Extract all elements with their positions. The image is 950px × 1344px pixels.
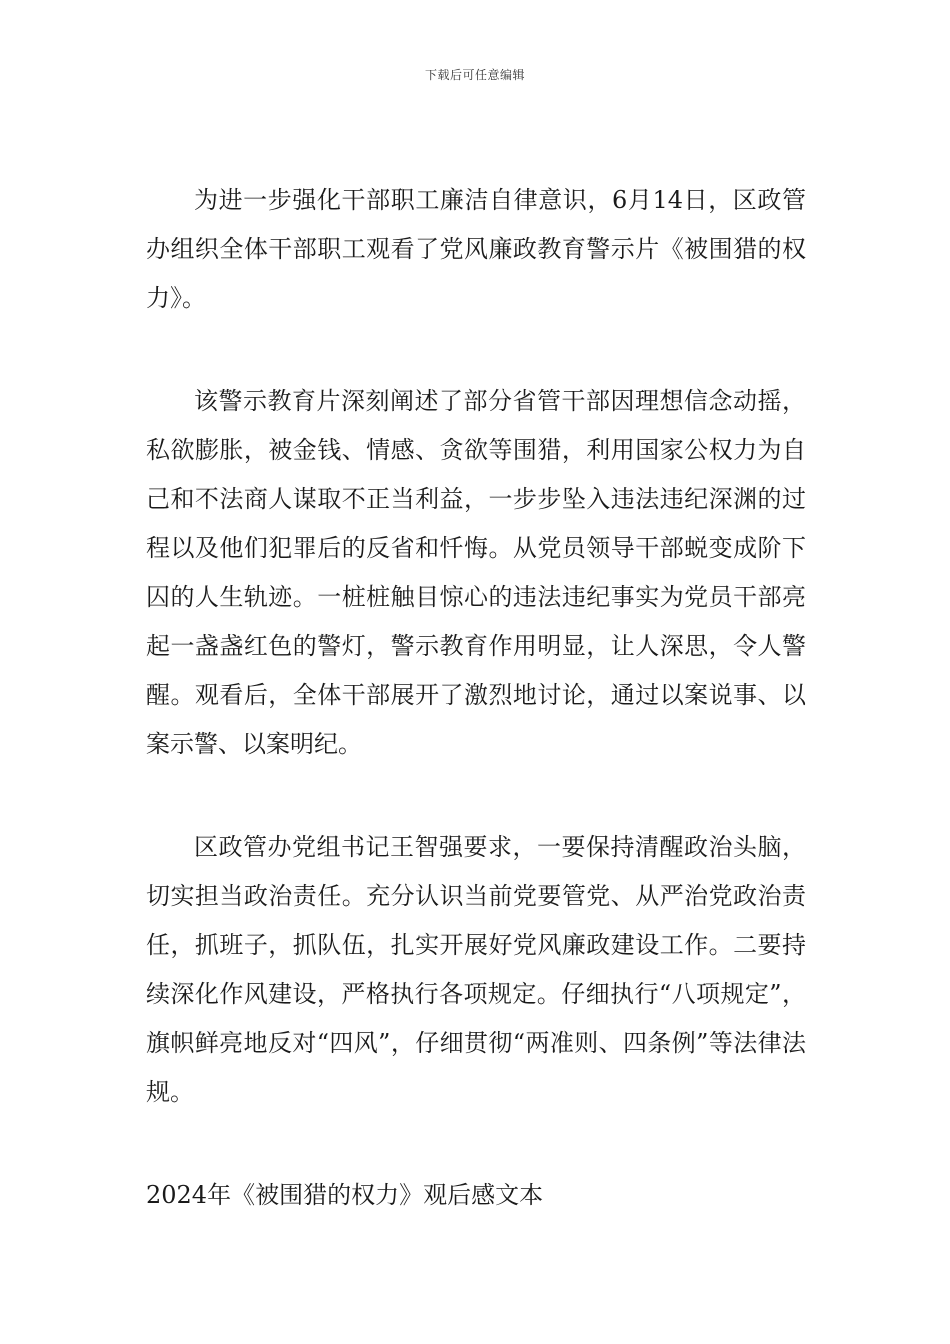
next-section-title: 2024年《被围猎的权力》观后感文本 — [146, 1181, 544, 1209]
paragraph-1: 为进一步强化干部职工廉洁自律意识，6月14日，区政管办组织全体干部职工观看了党风廉政教育警示片《被围猎的权力》。 — [146, 186, 806, 312]
paragraph-2: 该警示教育片深刻阐述了部分省管干部因理想信念动摇，私欲膨胀，被金钱、情感、贪欲等围猎，利用国家公权力为自己和不法商人谋取不正当利益，一步步坠入违法违纪深渊的过程以及他们犯罪后的反省和忏悔。从党员领导干部蜕变成阶下囚的人生轨迹。一桩桩触目惊心的违法违纪事实为党员干部亮起一盏盏红色的警灯，警示教育作用明显，让人深思，令人警醒。观看后，全体干部展开了激烈地讨论，通过以案说事、以案示警、以案明纪。 — [146, 387, 806, 758]
paragraph-gap — [146, 1117, 806, 1171]
paragraph-gap — [146, 323, 806, 377]
paragraph-gap — [146, 769, 806, 823]
document-body — [146, 176, 806, 1220]
paragraph-3: 区政管办党组书记王智强要求，一要保持清醒政治头脑，切实担当政治责任。充分认识当前党要管党、从严治党政治责任，抓班子，抓队伍，扎实开展好党风廉政建设工作。二要持续深化作风建设，严格执行各项规定。仔细执行“八项规定”，旗帜鲜亮地反对“四风”，仔细贯彻“两准则、四条例”等法律法规。 — [146, 833, 806, 1106]
page-header-note: 下载后可任意编辑 — [424, 68, 525, 82]
